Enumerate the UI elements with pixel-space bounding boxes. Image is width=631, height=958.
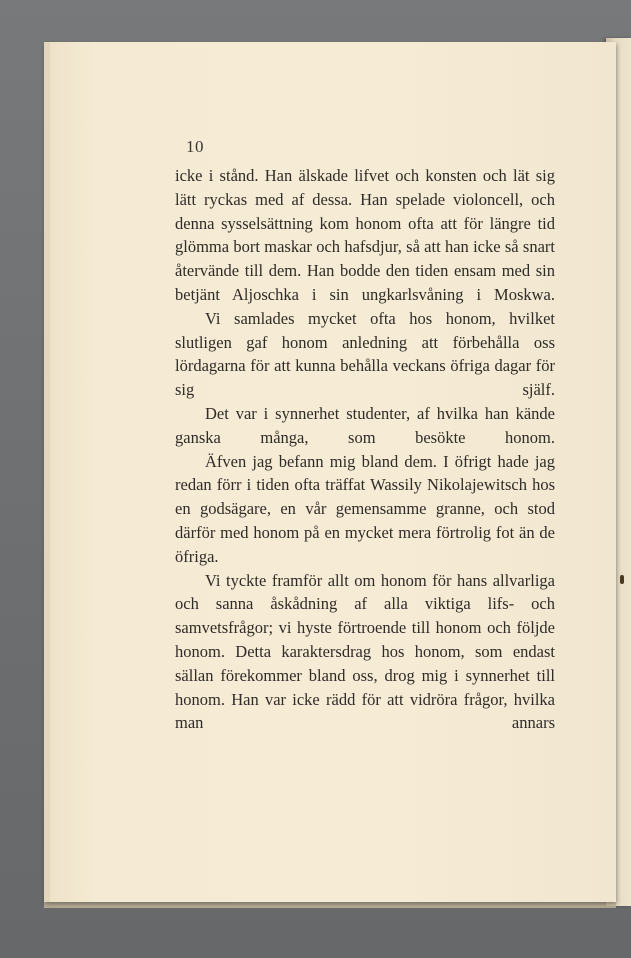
paragraph-2: Vi samlades mycket ofta hos honom, hvilket slutligen gaf honom anledning att förbehålla oss lördagarna för att kunna behålla veckans öfriga dagar för sig själf.	[175, 308, 555, 400]
paragraph-3: Det var i synnerhet studenter, af hvilka han kände ganska många, som besökte honom.	[175, 403, 555, 447]
margin-ink-mark	[620, 575, 624, 584]
body-text	[175, 164, 555, 735]
page-number: 10	[186, 137, 204, 156]
paragraph-5: Vi tyckte framför allt om honom för hans allvarliga och sanna åskådning af alla viktiga lifs- och samvetsfrågor; vi hyste förtroende till honom och följde honom. Detta karaktersdrag hos honom, som endast sällan förekommer bland oss, drog mig i synnerhet till honom. Han var icke rädd för att vidröra frågor, hvilka man annars	[175, 570, 555, 733]
paragraph-4: Äfven jag befann mig bland dem. I öfrigt hade jag redan förr i tiden ofta träffat Wassily Nikolajewitsch hos en godsägare, en vår gemensamme granne, och stod därför med honom på en mycket mera förtrolig fot än de öfriga.	[175, 451, 555, 566]
paragraph-1: icke i stånd. Han älskade lifvet och konsten och lät sig lätt ryckas med af dessa. Han spelade violoncell, och denna sysselsättning kom honom ofta att för längre tid glömma bort maskar och hafsdjur, så att han icke så snart återvände till dem. Han bodde den tiden ensam med sin betjänt Aljoschka i sin ungkarlsvåning i Moskwa.	[175, 166, 555, 304]
